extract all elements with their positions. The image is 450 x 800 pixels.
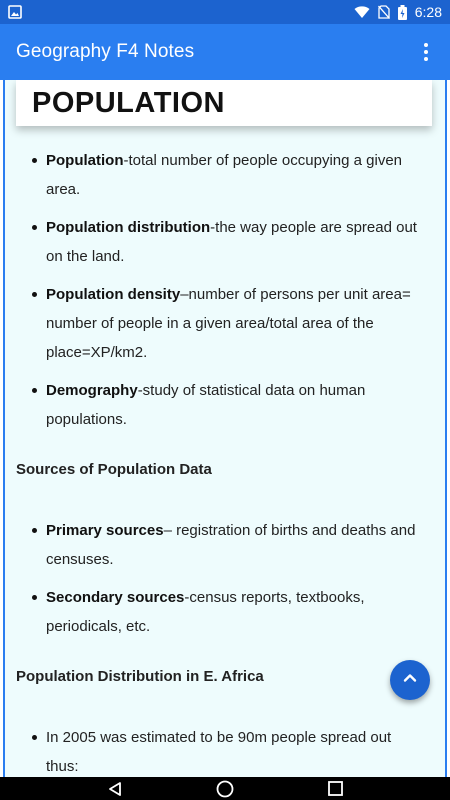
definition: -census reports, textbooks, periodicals, etc. bbox=[46, 589, 365, 635]
more-vert-icon[interactable] bbox=[414, 40, 438, 64]
list-item bbox=[30, 146, 426, 204]
image-icon bbox=[8, 5, 22, 19]
page-heading: POPULATION bbox=[32, 86, 225, 119]
recents-icon[interactable] bbox=[328, 781, 343, 796]
home-icon[interactable] bbox=[216, 780, 234, 798]
sources-list bbox=[16, 516, 426, 641]
section-title-sources: Sources of Population Data bbox=[16, 461, 212, 478]
term: Population density bbox=[46, 286, 181, 303]
battery-charging-icon bbox=[398, 5, 407, 20]
list-item bbox=[30, 376, 426, 434]
back-icon[interactable] bbox=[107, 781, 123, 797]
definition: -total number of people occupying a given area. bbox=[46, 152, 403, 198]
system-nav-bar bbox=[0, 777, 450, 800]
article-body bbox=[16, 146, 426, 777]
term: Secondary sources bbox=[46, 589, 185, 606]
term: Primary sources bbox=[46, 522, 164, 539]
term: Demography bbox=[46, 382, 138, 399]
term: Population bbox=[46, 152, 124, 169]
content-area[interactable] bbox=[0, 80, 450, 777]
status-time: 6:28 bbox=[414, 4, 442, 20]
app-title: Geography F4 Notes bbox=[16, 41, 195, 62]
list-item bbox=[30, 723, 426, 777]
distribution-list bbox=[16, 723, 426, 777]
definition: – registration of births and deaths and censuses. bbox=[46, 522, 416, 568]
definitions-list bbox=[16, 146, 426, 434]
term: Population distribution bbox=[46, 219, 211, 236]
scroll-top-button[interactable] bbox=[390, 660, 430, 700]
list-item bbox=[30, 280, 426, 367]
heading-card bbox=[16, 80, 432, 126]
app-bar bbox=[0, 24, 450, 80]
list-item bbox=[30, 213, 426, 271]
chevron-up-icon bbox=[402, 670, 418, 691]
definition: –number of persons per unit area= number of people in a given area/total area of the place=XP/km2. bbox=[46, 286, 411, 361]
section-title-distribution: Population Distribution in E. Africa bbox=[16, 668, 264, 685]
status-bar bbox=[0, 0, 450, 24]
definition: -the way people are spread out on the land. bbox=[46, 219, 417, 265]
no-sim-icon bbox=[378, 5, 390, 19]
list-item bbox=[30, 583, 426, 641]
list-item bbox=[30, 516, 426, 574]
wifi-icon bbox=[354, 5, 370, 19]
list-item-text: In 2005 was estimated to be 90m people spread out thus: bbox=[46, 729, 392, 775]
definition: -study of statistical data on human populations. bbox=[46, 382, 366, 428]
